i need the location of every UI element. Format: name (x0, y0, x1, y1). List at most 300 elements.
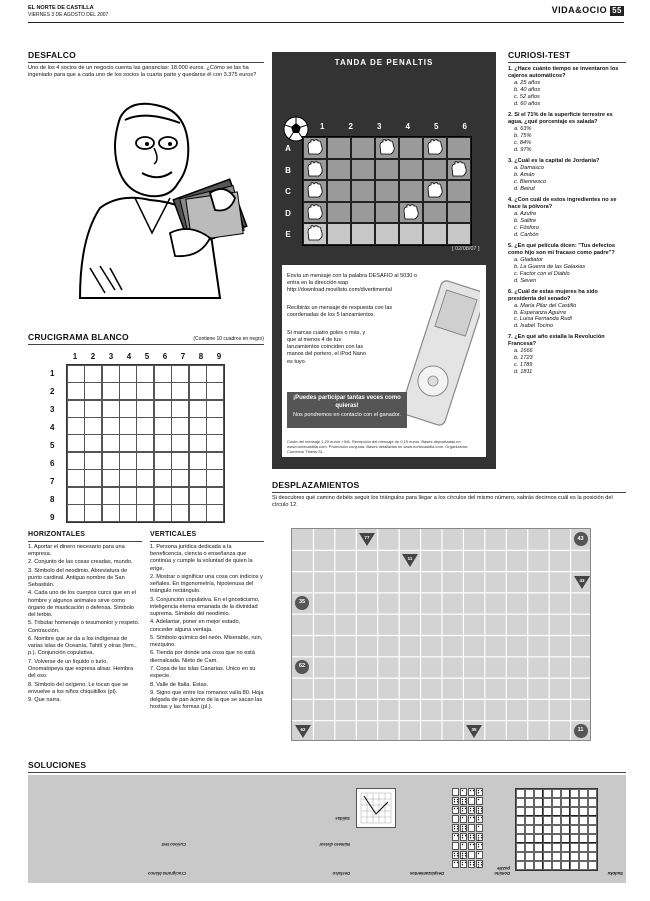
sudoku-cell (561, 798, 570, 807)
quiz-option[interactable]: c. 84% (514, 139, 532, 146)
sudoku-cell (588, 861, 597, 870)
crossword-cell[interactable] (171, 434, 189, 452)
penalty-cell[interactable] (303, 202, 327, 224)
penalty-cell[interactable] (447, 202, 471, 224)
penalty-cell[interactable] (327, 223, 351, 245)
crossword-cell[interactable] (102, 434, 120, 452)
sudoku-cell (552, 816, 561, 825)
solutions-text-desfalco (190, 786, 350, 876)
desplazamientos-title: DESPLAZAMIENTOS (272, 480, 360, 490)
horizontales-rule (28, 541, 142, 542)
quiz-question-text: 3. ¿Cuál es la capital de Jordania? (508, 157, 600, 164)
quiz-option[interactable]: a. 63% (514, 125, 532, 132)
crossword-cell[interactable] (84, 382, 102, 400)
crossword-cell[interactable] (136, 382, 154, 400)
quiz-option[interactable]: a. María Pilar del Castillo (514, 302, 577, 309)
crossword-cell[interactable] (154, 487, 172, 505)
quiz-option[interactable]: c. Factor con el Diablo (514, 270, 570, 277)
sudoku-cell (516, 861, 525, 870)
penalty-cell[interactable] (447, 180, 471, 202)
crossword-cell[interactable] (171, 452, 189, 470)
domino-tile (452, 815, 459, 823)
penalty-cell[interactable] (303, 159, 327, 181)
curiosi-test-questions (508, 62, 626, 376)
crossword-cell[interactable] (206, 434, 224, 452)
sudoku-cell (588, 789, 597, 798)
crossword-cell[interactable] (206, 469, 224, 487)
section-name: VIDA&OCIO (551, 5, 608, 15)
sudoku-cell (552, 825, 561, 834)
goalkeeper-glove-icon (304, 203, 326, 222)
svg-text:35: 35 (471, 726, 477, 732)
crossword-cell[interactable] (102, 487, 120, 505)
crossword-cell[interactable] (206, 487, 224, 505)
sudoku-cell (543, 834, 552, 843)
desfalco-rule (28, 62, 264, 63)
horizontal-clue: 4. Cada uno de los cuerpos curcs que en el hombre y algunos animales sirve como órgano de masticación o defensa. Símbolo del terbio. (28, 590, 136, 619)
crossword-row-9: 9 (50, 513, 55, 522)
target-circle[interactable]: 43 (574, 532, 588, 546)
domino-tile (460, 833, 467, 841)
sudoku-cell (579, 816, 588, 825)
crossword-cell[interactable] (189, 417, 207, 435)
quiz-option[interactable]: a. Damasco (514, 164, 544, 171)
solutions-text-desplazamientos (400, 786, 444, 876)
soluciones-header (28, 760, 626, 773)
desfalco-text: Uno de los 4 socios de un negocio cuenta las ganancias: 18.000 euros. ¿Cómo se las ha ingeniado para que a cada uno de los socios la cuarta parte y quedarse él con 3.375 euros? (28, 64, 257, 78)
crossword-cell[interactable] (119, 382, 137, 400)
penalty-cell[interactable] (351, 223, 375, 245)
crossword-cell[interactable] (119, 434, 137, 452)
sudoku-cell (552, 834, 561, 843)
quiz-option[interactable]: b. Amán (514, 171, 535, 178)
penalty-col-3: 3 (377, 122, 382, 131)
domino-tile (476, 860, 483, 868)
goalkeeper-glove-icon (424, 138, 446, 157)
crossword-cell[interactable] (119, 487, 137, 505)
sudoku-cell (561, 825, 570, 834)
quiz-question (508, 112, 626, 154)
sudoku-cell (570, 798, 579, 807)
quiz-option[interactable]: d. 97% (514, 146, 532, 153)
penalty-col-2: 2 (348, 122, 353, 131)
target-circle[interactable]: 62 (295, 660, 309, 674)
penalty-goal-grid[interactable] (302, 136, 472, 246)
quiz-option[interactable]: b. 75% (514, 132, 532, 139)
sol-label-domino: Domino puzzle (494, 865, 510, 876)
crossword-cell[interactable] (189, 400, 207, 418)
quiz-option[interactable]: d. 1811 (514, 369, 533, 376)
crossword-cell[interactable] (171, 504, 189, 522)
domino-tile (468, 824, 475, 832)
desplazamientos-board[interactable] (291, 528, 591, 741)
crossword-col-8: 8 (198, 352, 204, 361)
verticales-list (150, 544, 264, 712)
quiz-option[interactable]: b. La Guerra de las Galaxias (514, 263, 586, 270)
penalty-cell[interactable] (327, 159, 351, 181)
crossword-cell[interactable] (102, 417, 120, 435)
domino-tile (452, 842, 459, 850)
crossword-cell[interactable] (67, 400, 85, 418)
sudoku-cell (552, 798, 561, 807)
domino-tile (460, 806, 467, 814)
quiz-option[interactable]: a. 1666 (514, 348, 533, 355)
penalty-column-labels (308, 122, 479, 132)
sudoku-cell (561, 807, 570, 816)
crossword-cell[interactable] (206, 452, 224, 470)
sudoku-cell (534, 807, 543, 816)
section-header (552, 5, 624, 16)
domino-tile (468, 860, 475, 868)
crossword-cell[interactable] (84, 487, 102, 505)
vertical-clue: 3. Conjunción copulativa. En el gnosticismo, inteligencia eterna emanada de la divinidad suprema. Símbolo del neodimio. (150, 596, 260, 618)
crossword-cell[interactable] (119, 452, 137, 470)
domino-tile (468, 842, 475, 850)
crossword-grid[interactable] (66, 364, 225, 523)
sudoku-cell (579, 798, 588, 807)
crossword-grid-row (67, 400, 224, 417)
verticales-rule (150, 541, 264, 542)
crossword-cell[interactable] (189, 452, 207, 470)
quiz-option[interactable]: c. 1789 (514, 362, 533, 369)
crossword-grid-row (67, 504, 224, 521)
penalty-col-4: 4 (405, 122, 410, 131)
sudoku-cell (552, 807, 561, 816)
penalty-cell[interactable] (351, 180, 375, 202)
crossword-cell[interactable] (154, 382, 172, 400)
penalty-cell[interactable] (327, 180, 351, 202)
crossword-cell[interactable] (206, 504, 224, 522)
sudoku-cell (516, 852, 525, 861)
crossword-cell[interactable] (189, 434, 207, 452)
domino-tile (476, 824, 483, 832)
quiz-option[interactable]: b. 40 años (514, 86, 541, 93)
penalty-cell[interactable] (375, 137, 399, 159)
crossword-cell[interactable] (136, 452, 154, 470)
crossword-cell[interactable] (84, 365, 102, 383)
quiz-option[interactable]: d. Isabel Tocino (514, 323, 553, 330)
sudoku-cell (525, 798, 534, 807)
crossword-cell[interactable] (67, 469, 85, 487)
crossword-cell[interactable] (119, 504, 137, 522)
penalty-cell[interactable] (375, 180, 399, 202)
horizontal-clue: 5. Tributar homenaje o tesumonior y respeto. Contracción. (28, 620, 140, 634)
horizontales-list (28, 544, 142, 705)
participate-callout (287, 392, 407, 428)
crossword-cell[interactable] (189, 504, 207, 522)
soluciones-rule (28, 772, 626, 773)
crossword-cell[interactable] (67, 504, 85, 522)
penalty-cell[interactable] (399, 180, 423, 202)
vertical-clue: 9. Signo que entre los romanos valía 80. Hoja delgada de pan ácimo de la que se sacan las hostias y las formas (pl.). (150, 689, 264, 711)
penalty-cell[interactable] (375, 159, 399, 181)
sudoku-cell (543, 789, 552, 798)
domino-tile (452, 797, 459, 805)
crossword-section (28, 332, 264, 345)
penalty-cell[interactable] (375, 202, 399, 224)
penalty-cell[interactable] (303, 137, 327, 159)
crossword-cell[interactable] (67, 434, 85, 452)
crossword-row-6: 6 (50, 459, 55, 468)
quiz-option[interactable]: d. Beirut (514, 185, 535, 192)
crossword-cell[interactable] (189, 365, 207, 383)
crossword-cell[interactable] (119, 417, 137, 435)
goalkeeper-glove-icon (304, 181, 326, 200)
moving-triangle[interactable] (359, 533, 375, 546)
crossword-cell[interactable] (154, 469, 172, 487)
solutions-text-crucigrama (36, 786, 186, 876)
crossword-grid-row (67, 382, 224, 399)
vertical-clue: 7. Copa de las islas Canarias. Unico en su especie. (150, 666, 256, 680)
vertical-clue: 1. Persona jurídica dedicada a la beneficencia, ciencia o enseñanza que continúa y cumple la voluntad de quien la erige. (150, 543, 253, 572)
sudoku-solution (515, 788, 598, 871)
penalty-cell[interactable] (447, 223, 471, 245)
domino-tile (452, 824, 459, 832)
sudoku-cell (534, 798, 543, 807)
penalty-cell[interactable] (399, 223, 423, 245)
penalty-cell[interactable] (447, 137, 471, 159)
crossword-note: (Contiene 10 cuadros en negro) (193, 336, 264, 343)
quiz-question-text: 2. Si el 71% de la superficie terrestre es agua, ¿qué porcentaje es salada? (508, 111, 613, 125)
crossword-cell[interactable] (206, 365, 224, 383)
domino-tile (468, 833, 475, 841)
sudoku-cell (543, 852, 552, 861)
penalty-cell[interactable] (303, 180, 327, 202)
crossword-col-3: 3 (108, 352, 114, 361)
penalty-row-labels (281, 138, 295, 246)
crossword-cell[interactable] (84, 469, 102, 487)
crossword-cell[interactable] (136, 504, 154, 522)
quiz-option[interactable]: c. Luisa Fernanda Rudi (514, 316, 572, 323)
crossword-cell[interactable] (102, 382, 120, 400)
crossword-cell[interactable] (67, 487, 85, 505)
crossword-cell[interactable] (154, 417, 172, 435)
crossword-cell[interactable] (84, 434, 102, 452)
crossword-cell[interactable] (102, 469, 120, 487)
crossword-cell[interactable] (171, 382, 189, 400)
penalty-cell[interactable] (423, 137, 447, 159)
penalty-cell[interactable] (327, 137, 351, 159)
crossword-cell[interactable] (189, 487, 207, 505)
curiosi-title: CURIOSI-TEST (508, 50, 571, 60)
domino-tile (476, 833, 483, 841)
sol-label-desfalco: Desfalco (332, 871, 350, 876)
sudoku-cell (516, 789, 525, 798)
quiz-option[interactable]: c. Fósforo (514, 224, 539, 231)
sudoku-cell (552, 843, 561, 852)
moving-triangle[interactable] (402, 554, 418, 567)
penalty-row-C: C (285, 187, 291, 196)
domino-tile (468, 797, 475, 805)
sudoku-cell (525, 843, 534, 852)
penalty-cell[interactable] (423, 223, 447, 245)
sudoku-cell (579, 852, 588, 861)
penalty-cell[interactable] (375, 223, 399, 245)
crossword-cell[interactable] (136, 434, 154, 452)
crossword-cell[interactable] (171, 365, 189, 383)
crossword-col-7: 7 (180, 352, 186, 361)
quiz-question (508, 289, 626, 331)
desfalco-section (28, 50, 264, 79)
crossword-cell[interactable] (84, 504, 102, 522)
moving-triangle[interactable] (466, 725, 482, 738)
crossword-cell[interactable] (67, 417, 85, 435)
sudoku-cell (525, 825, 534, 834)
crossword-row-numbers (50, 365, 54, 527)
crossword-row-2: 2 (50, 387, 55, 396)
sudoku-cell (588, 798, 597, 807)
crossword-cell[interactable] (102, 365, 120, 383)
penalty-cell[interactable] (327, 202, 351, 224)
crossword-row-1: 1 (50, 369, 55, 378)
crossword-cell[interactable] (102, 504, 120, 522)
goalkeeper-glove-icon (304, 160, 326, 179)
penalty-cell[interactable] (423, 202, 447, 224)
moving-triangle[interactable] (574, 576, 590, 589)
penalty-col-5: 5 (434, 122, 439, 131)
moving-triangle[interactable] (295, 725, 311, 738)
sol-label-curioso: Curioso test (161, 841, 186, 847)
crossword-cell[interactable] (119, 365, 137, 383)
goalkeeper-glove-icon (304, 138, 326, 157)
crossword-cell[interactable] (136, 400, 154, 418)
quiz-option[interactable]: a. Gladiator (514, 256, 543, 263)
sudoku-cell (561, 816, 570, 825)
ipod-nano-image (400, 278, 480, 428)
quiz-question-text: 7. ¿En qué año estalla la Revolución Francesa? (508, 334, 605, 348)
crossword-row-3: 3 (50, 405, 55, 414)
quiz-question-text: 5. ¿En qué película dicen: "Tus defectos como hijo son mi fracaso como padre"? (508, 242, 615, 256)
sol-label-crucigrama: Crucigrama blanco (148, 871, 186, 876)
domino-tile (460, 851, 467, 859)
man-counting-money-illustration (60, 98, 260, 308)
penalty-cell[interactable] (399, 202, 423, 224)
crossword-cell[interactable] (67, 382, 85, 400)
crossword-cell[interactable] (67, 452, 85, 470)
sudoku-cell (579, 843, 588, 852)
crossword-cell[interactable] (119, 469, 137, 487)
horizontal-clue: 2. Conjunto de las cosas creadas, mundo. (28, 559, 133, 566)
penalty-cell[interactable] (351, 202, 375, 224)
crossword-cell[interactable] (119, 400, 137, 418)
penalty-cell[interactable] (351, 137, 375, 159)
sudoku-cell (552, 852, 561, 861)
quiz-option[interactable]: b. Esperanza Aguirre (514, 309, 567, 316)
sudoku-cell (579, 834, 588, 843)
crossword-cell[interactable] (171, 417, 189, 435)
quiz-option[interactable]: b. Salitre (514, 217, 537, 224)
quiz-option[interactable]: a. Azufre (514, 210, 537, 217)
crossword-cell[interactable] (154, 400, 172, 418)
penalty-cell[interactable] (351, 159, 375, 181)
crossword-rule (28, 344, 264, 345)
crossword-cell[interactable] (84, 400, 102, 418)
solutions-text-sudoku (605, 786, 623, 876)
crossword-cell[interactable] (136, 469, 154, 487)
sudoku-cell (579, 861, 588, 870)
sudoku-cell (534, 789, 543, 798)
penalty-cell[interactable] (423, 159, 447, 181)
sudoku-cell (570, 816, 579, 825)
crossword-cell[interactable] (154, 452, 172, 470)
crossword-cell[interactable] (154, 504, 172, 522)
verticales-title: VERTICALES (150, 531, 197, 538)
crossword-col-9: 9 (216, 352, 222, 361)
penalty-cell[interactable] (423, 180, 447, 202)
crossword-cell[interactable] (189, 382, 207, 400)
quiz-option[interactable]: d. 60 años (514, 100, 541, 107)
quiz-option[interactable]: c. Biennesco (514, 178, 547, 185)
crossword-column-numbers (66, 352, 228, 362)
domino-tile (460, 842, 467, 850)
crossword-cell[interactable] (154, 434, 172, 452)
quiz-option[interactable]: a. 25 años (514, 79, 541, 86)
quiz-option[interactable]: d. Carbón (514, 231, 539, 238)
sudoku-cell (552, 861, 561, 870)
crossword-title: CRUCIGRAMA BLANCO (28, 332, 129, 342)
target-circle[interactable]: 11 (574, 724, 588, 738)
penalty-cell[interactable] (399, 159, 423, 181)
sol-label-divisor: Número divisor (319, 841, 350, 847)
quiz-question (508, 158, 626, 193)
quiz-question (508, 197, 626, 239)
domino-tile (460, 824, 467, 832)
domino-tile (476, 842, 483, 850)
sudoku-cell (579, 789, 588, 798)
crossword-cell[interactable] (84, 452, 102, 470)
domino-tile (460, 815, 467, 823)
crossword-cell[interactable] (136, 487, 154, 505)
crossword-cell[interactable] (102, 452, 120, 470)
crossword-cell[interactable] (206, 417, 224, 435)
sol-label-salidas: Salidas (335, 816, 350, 822)
crossword-row-4: 4 (50, 423, 55, 432)
crossword-cell[interactable] (206, 400, 224, 418)
horizontal-clue: 1. Aportar el dinero necesario para una empresa. (28, 543, 125, 558)
crossword-cell[interactable] (154, 365, 172, 383)
crossword-cell[interactable] (206, 382, 224, 400)
crossword-cell[interactable] (102, 400, 120, 418)
sudoku-cell (525, 834, 534, 843)
quiz-option[interactable]: c. 52 años (514, 93, 540, 100)
crossword-cell[interactable] (84, 417, 102, 435)
crossword-cell[interactable] (171, 400, 189, 418)
crossword-cell[interactable] (136, 417, 154, 435)
crossword-cell[interactable] (67, 365, 85, 383)
crossword-cell[interactable] (171, 469, 189, 487)
quiz-option[interactable]: b. 1723 (514, 355, 533, 362)
penalty-cell[interactable] (447, 159, 471, 181)
target-circle[interactable]: 35 (295, 596, 309, 610)
penalty-cell[interactable] (399, 137, 423, 159)
goalkeeper-glove-icon (376, 138, 398, 157)
crossword-cell[interactable] (136, 365, 154, 383)
crossword-row-7: 7 (50, 477, 55, 486)
crossword-grid-row (67, 452, 224, 469)
domino-tile (476, 851, 483, 859)
penalty-cell[interactable] (303, 223, 327, 245)
sudoku-cell (588, 852, 597, 861)
crossword-cell[interactable] (189, 469, 207, 487)
horizontal-clue: 7. Volverse de un líquido o turio. Onomatopeya que expresa alisar. Hembra del oso. (28, 658, 134, 680)
sudoku-cell (570, 825, 579, 834)
sudoku-cell (534, 834, 543, 843)
sudoku-cell (588, 825, 597, 834)
quiz-option[interactable]: d. Seven (514, 277, 537, 284)
crossword-cell[interactable] (171, 487, 189, 505)
sudoku-cell (534, 825, 543, 834)
sudoku-cell (543, 825, 552, 834)
